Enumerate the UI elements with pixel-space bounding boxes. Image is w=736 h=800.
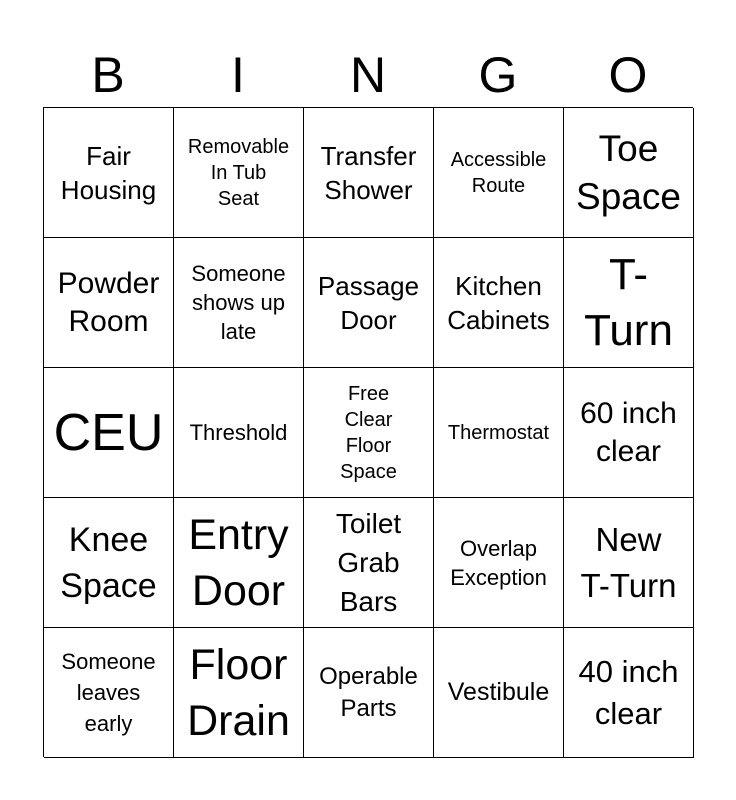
bingo-cell-r1-c1[interactable]	[174, 238, 304, 368]
bingo-cell-r2-c4[interactable]	[564, 368, 694, 498]
cell-text: Thermostat	[447, 421, 550, 444]
bingo-cell-r0-c3[interactable]	[434, 108, 564, 238]
cell-text: Powder Room	[57, 266, 160, 338]
cell-text: Knee Space	[60, 520, 157, 605]
bingo-cell-r1-c3[interactable]	[434, 238, 564, 368]
bingo-cell-r0-c4[interactable]	[564, 108, 694, 238]
cell-text: Someone shows up late	[191, 261, 286, 344]
cell-text: Free Clear Floor Space	[340, 382, 397, 483]
cell-text: Someone leaves early	[61, 649, 156, 736]
bingo-cell-r0-c2[interactable]	[304, 108, 434, 238]
bingo-cell-r3-c3[interactable]	[434, 498, 564, 628]
bingo-cell-r1-c2[interactable]	[304, 238, 434, 368]
header-letter-i: I	[231, 47, 245, 103]
bingo-cell-r2-c2[interactable]	[304, 368, 434, 498]
header-letter-o: O	[608, 47, 648, 103]
cell-text: CEU	[53, 403, 164, 462]
cell-text: Vestibule	[447, 678, 550, 706]
cell-text: 60 inch clear	[580, 396, 677, 468]
bingo-board	[43, 107, 693, 757]
bingo-cell-r0-c0[interactable]	[44, 108, 174, 238]
cell-text: Toe Space	[576, 127, 681, 217]
cell-text: Floor Drain	[187, 640, 290, 745]
bingo-cell-r3-c2[interactable]	[304, 498, 434, 628]
cell-text: New T-Turn	[580, 520, 677, 604]
bingo-cell-r3-c0[interactable]	[44, 498, 174, 628]
cell-text: Overlap Exception	[450, 535, 547, 590]
cell-text: Toilet Grab Bars	[335, 508, 402, 617]
cell-text: Threshold	[189, 420, 288, 445]
bingo-cell-r4-c1[interactable]	[174, 628, 304, 758]
bingo-cell-r3-c4[interactable]	[564, 498, 694, 628]
cell-text: Passage Door	[317, 270, 420, 335]
bingo-cell-r1-c0[interactable]	[44, 238, 174, 368]
cell-text: Fair Housing	[60, 140, 157, 205]
cell-text: T- Turn	[584, 249, 673, 355]
cell-text: Kitchen Cabinets	[447, 270, 550, 335]
bingo-cell-r1-c4[interactable]	[564, 238, 694, 368]
header-letter-n: N	[349, 47, 387, 103]
bingo-header	[43, 44, 693, 106]
header-letter-g: G	[478, 47, 518, 103]
bingo-cell-r4-c2[interactable]	[304, 628, 434, 758]
bingo-cell-r2-c0[interactable]	[44, 368, 174, 498]
cell-text: Entry Door	[188, 510, 289, 615]
header-letter-b: B	[91, 47, 125, 103]
bingo-cell-r4-c3[interactable]	[434, 628, 564, 758]
cell-text: Accessible Route	[450, 148, 547, 197]
bingo-cell-r0-c1[interactable]	[174, 108, 304, 238]
cell-text: Removable In Tub Seat	[187, 135, 290, 210]
cell-text: Transfer Shower	[320, 140, 417, 205]
bingo-cell-r2-c1[interactable]	[174, 368, 304, 498]
cell-text: 40 inch clear	[578, 653, 679, 731]
cell-text: Operable Parts	[319, 662, 418, 722]
bingo-cell-r4-c0[interactable]	[44, 628, 174, 758]
bingo-cell-r2-c3[interactable]	[434, 368, 564, 498]
bingo-cell-r3-c1[interactable]	[174, 498, 304, 628]
bingo-cell-r4-c4[interactable]	[564, 628, 694, 758]
